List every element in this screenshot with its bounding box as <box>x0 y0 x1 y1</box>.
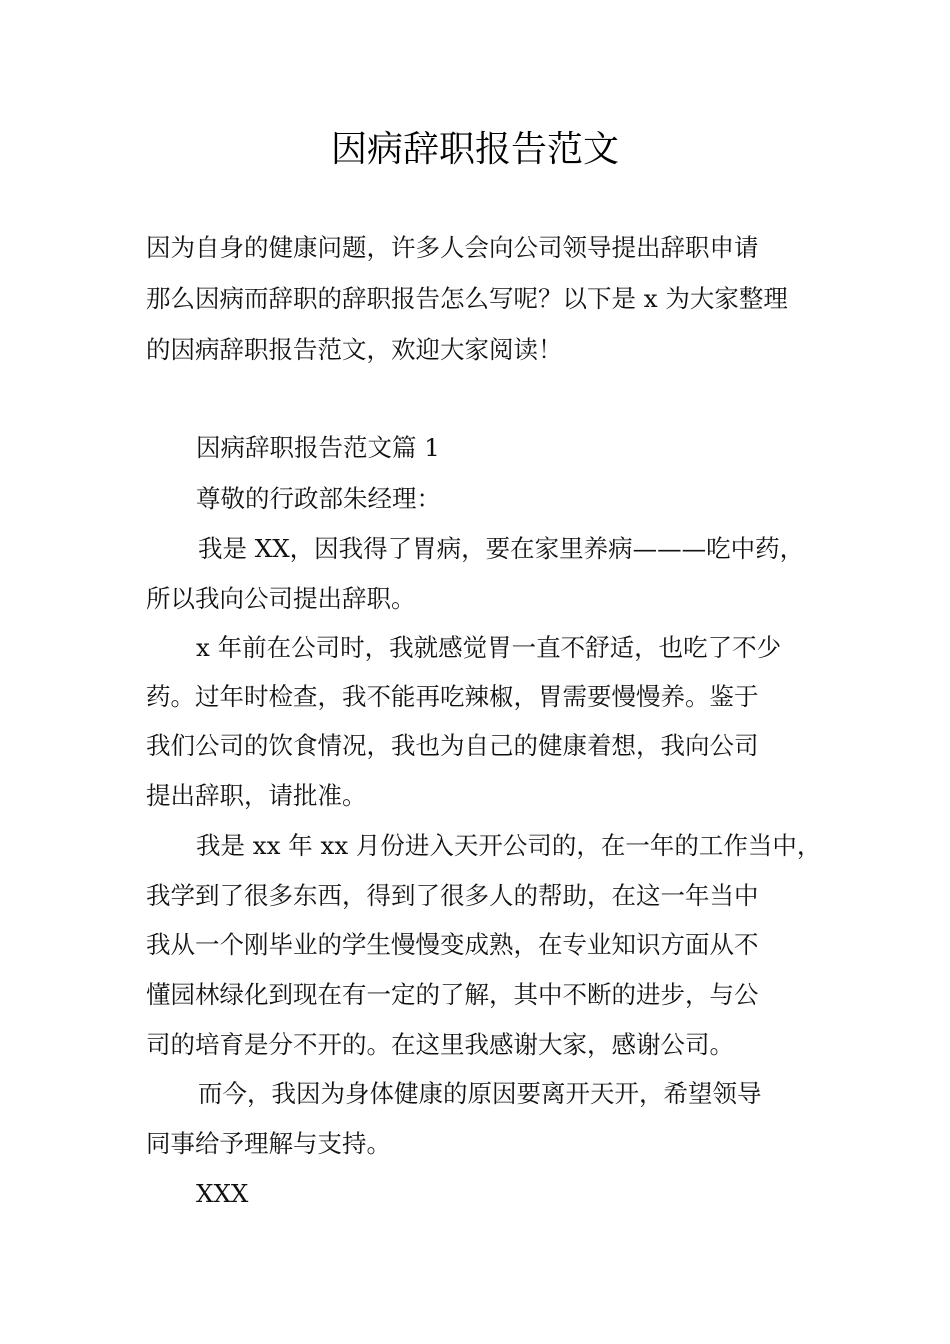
body-line-11: 司的培育是分不开的。在这里我感谢大家，感谢公司。 <box>146 1030 734 1059</box>
body-line-2: 所以我向公司提出辞职。 <box>146 584 416 613</box>
body-line-7: 我是 xx 年 xx 月份进入天开公司的，在一年的工作当中， <box>196 831 822 860</box>
body-line-10: 懂园林绿化到现在有一定的了解，其中不断的进步，与公 <box>146 980 759 1009</box>
body-line-4: 药。过年时检查，我不能再吃辣椒，胃需要慢慢养。鉴于 <box>146 682 759 711</box>
body-line-13: 同事给予理解与支持。 <box>146 1129 391 1158</box>
section-heading: 因病辞职报告范文篇 1 <box>196 433 440 462</box>
body-line-9: 我从一个刚毕业的学生慢慢变成熟，在专业知识方面从不 <box>146 930 759 959</box>
intro-line-1: 因为自身的健康问题，许多人会向公司领导提出辞职申请 <box>146 233 759 262</box>
signature: XXX <box>196 1179 249 1208</box>
body-line-6: 提出辞职，请批准。 <box>146 781 367 810</box>
body-line-5: 我们公司的饮食情况，我也为自己的健康着想，我向公司 <box>146 731 759 760</box>
intro-line-2: 那么因病而辞职的辞职报告怎么写呢？以下是 x 为大家整理 <box>146 284 788 313</box>
body-line-1: 我是 XX，因我得了胃病，要在家里养病———吃中药， <box>198 534 805 563</box>
body-line-3: x 年前在公司时，我就感觉胃一直不舒适，也吃了不少 <box>196 633 782 662</box>
document-title: 因病辞职报告范文 <box>330 129 619 170</box>
intro-line-3: 的因病辞职报告范文，欢迎大家阅读！ <box>146 335 563 364</box>
salutation: 尊敬的行政部朱经理： <box>196 484 441 513</box>
body-line-12: 而今，我因为身体健康的原因要离开天开，希望领导 <box>198 1079 762 1108</box>
body-line-8: 我学到了很多东西，得到了很多人的帮助，在这一年当中 <box>146 881 759 910</box>
